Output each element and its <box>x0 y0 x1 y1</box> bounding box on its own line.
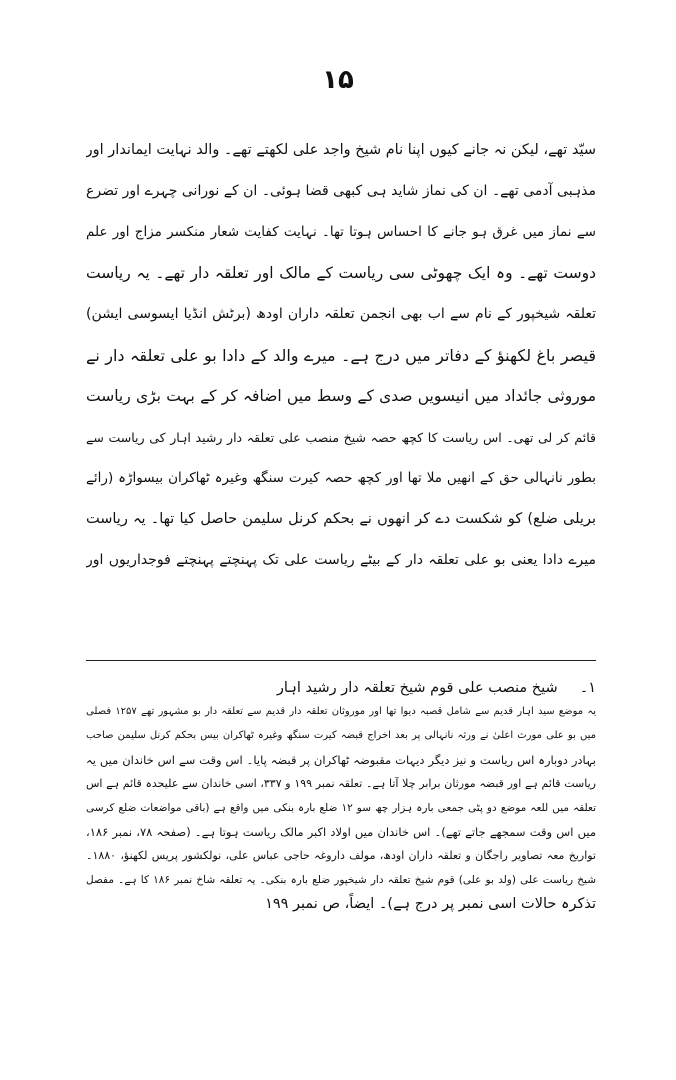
body-line: تعلقہ شیخپور کے نام سے اب بھی انجمن تعلقہ داران اودھ (برٹش انڈیا ایسوسی ایشن) <box>86 306 596 322</box>
footnote-line: تعلقہ میں للعہ موضع دو پٹی جمعی بارہ ہزار چھ سو ۱۲ ضلع بارہ بنکی میں واقع ہے (باقی مواضعات ضلع کرسی <box>86 802 596 814</box>
page-number: ۱۵ <box>322 65 354 95</box>
footnote-line: تذکرہ حالات اسی نمبر پر درج ہے)۔ ایضاً، ص نمبر ۱۹۹ <box>265 896 596 912</box>
footnote-line: ریاست قائم ہے اور قبضہ مورثان برابر چلا آتا ہے۔ تعلقہ نمبر ۱۹۹ و ۳۳۷، اسی خاندان سے علیحدہ قائم ہے اس <box>86 777 596 790</box>
footnote-line: تواریخ معہ تصاویر راجگان و تعلقہ داران اودھ، مولف داروغہ حاجی عباس علی، نولکشور پریس لکھنؤ، ۱۸۸۰۔ <box>86 849 596 862</box>
footnote-line: شیخ ریاست علی (ولد بو علی) قوم شیخ تعلقہ دار شیخپور ضلع بارہ بنکی۔ یہ تعلقہ شاخ نمبر ۱۸۶ کا ہے۔ مفصل <box>86 874 596 886</box>
body-text <box>86 130 596 581</box>
body-line: سے نماز میں غرق ہو جانے کا احساس ہوتا تھا۔ نہایت کفایت شعار منکسر مزاج اور علم <box>86 224 596 240</box>
footnote-heading: شیخ منصب علی قوم شیخ تعلقہ دار رشید اہار <box>276 680 558 696</box>
body-line: مذہبی آدمی تھے۔ ان کی نماز شاید ہی کبھی قضا ہوئی۔ ان کے نورانی چہرے اور تضرع <box>86 183 596 199</box>
footnote-line: میں بو علی مورث اعلیٰ نے ورثہ نانہالی پر بعد اخراج قبضہ کیرت سنگھ وغیرہ ٹھاکران بیس بحکم کرنل سلیمن صاحب <box>86 730 596 741</box>
footnote-section <box>86 676 596 916</box>
body-line: قائم کر لی تھی۔ اس ریاست کا کچھ حصہ شیخ منصب علی تعلقہ دار رشید اہار کی ریاست سے <box>86 430 596 445</box>
footnote-line: میں اس وقت سمجھے جاتے تھے)۔ اس خاندان میں اولاد اکبر مالک ریاست ہوتا ہے۔ (صفحہ ۷۸، نمبر ۱۸۶، <box>86 825 596 839</box>
body-line: سیّد تھے، لیکن نہ جانے کیوں اپنا نام شیخ واجد علی لکھتے تھے۔ والد نہایت ایماندار اور <box>86 142 596 158</box>
body-line: موروثی جائداد میں انیسویں صدی کے وسط میں اضافہ کر کے بہت بڑی ریاست <box>86 387 596 405</box>
footnote-line: یہ موضع سید اہار قدیم سے شامل قصبہ دیوا تھا اور موروثان تعلقہ دار قدیم سے تعلقہ دار بو مشہور تھے ۱۲۵۷ فصلی <box>86 706 596 717</box>
body-line: دوست تھے۔ وہ ایک چھوٹی سی ریاست کے مالک اور تعلقہ دار تھے۔ یہ ریاست <box>86 264 596 282</box>
footnote-line: بہادر دوبارہ اس ریاست و نیز دیگر دیہات مقبوضہ ٹھاکران پر قبضہ پایا۔ اس وقت سے اس خاندان میں یہ <box>86 753 596 767</box>
body-line: میرے دادا یعنی بو علی تعلقہ دار کے بیٹے ریاست علی تک پہنچتے پہنچتے فوجداریوں اور <box>86 552 596 568</box>
body-line: قیصر باغ لکھنؤ کے دفاتر میں درج ہے۔ میرے والد کے دادا بو علی تعلقہ دار نے <box>86 346 596 365</box>
footnote-divider <box>86 660 596 661</box>
body-line: بطور نانہالی حق کے انھیں ملا تھا اور کچھ حصہ کیرت سنگھ وغیرہ ٹھاکران بیسواڑہ (رائے <box>86 470 596 486</box>
body-line: بریلی ضلع) کو شکست دے کر انھوں نے بحکم کرنل سلیمن حاصل کیا تھا۔ یہ ریاست <box>86 511 596 527</box>
footnote-marker: ۱۔ <box>579 680 596 696</box>
footnote-line <box>86 676 596 700</box>
